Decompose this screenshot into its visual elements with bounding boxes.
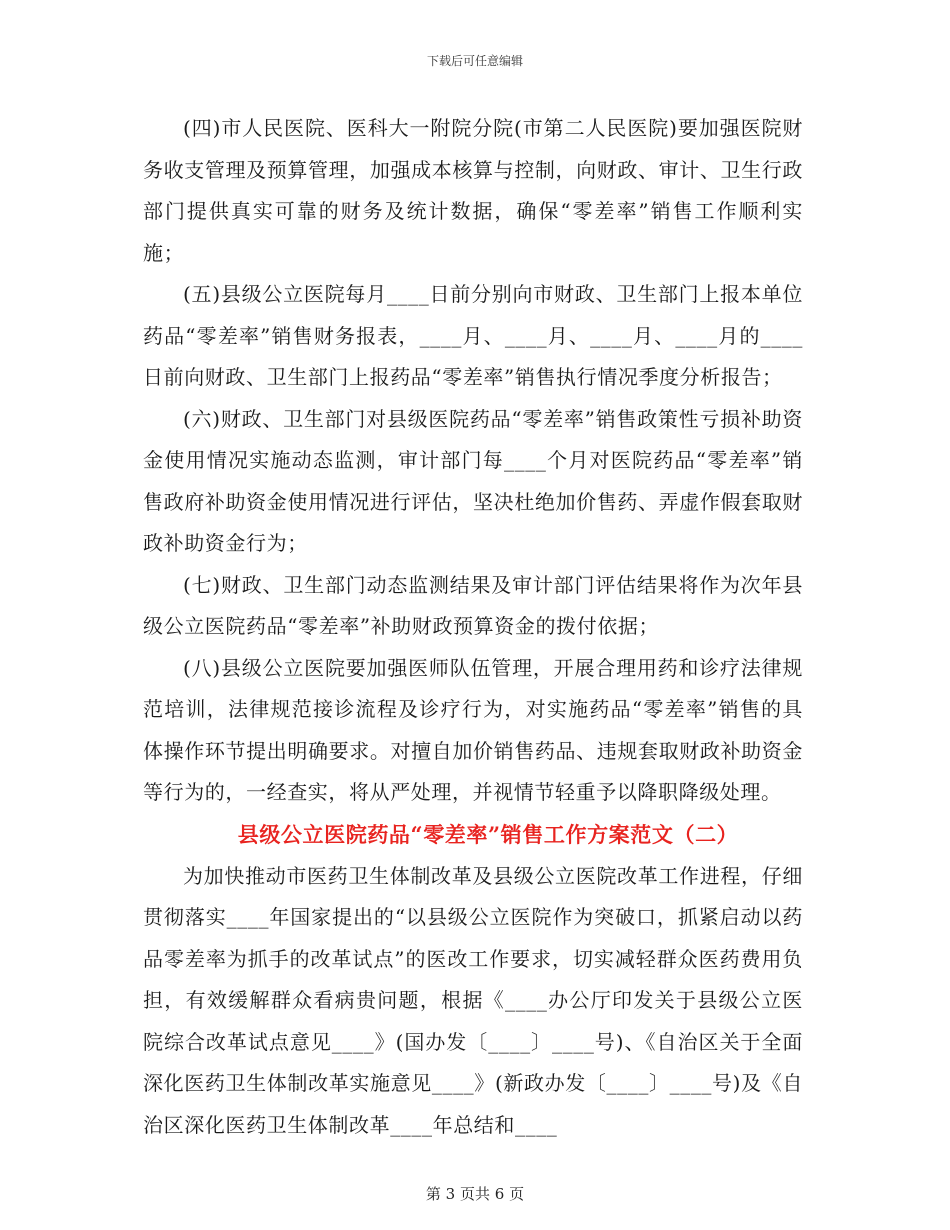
page-number: 第 3 页共 6 页	[425, 1185, 525, 1203]
document-body	[143, 108, 803, 1146]
paragraph-item-6: (六)财政、卫生部门对县级医院药品“零差率”销售政策性亏损补助资金使用情况实施动态监测，审计部门每____个月对医院药品“零差率”销售政府补助资金使用情况进行评估，坚决杜绝加价售药、弄虚作假套取财政补助资金行为；	[143, 406, 803, 555]
section-heading: 县级公立医院药品“零差率”销售工作方案范文（二）	[237, 821, 739, 847]
page-header: 下载后可任意编辑	[426, 54, 523, 68]
paragraph-item-8: (八)县级公立医院要加强医师队伍管理，开展合理用药和诊疗法律规范培训，法律规范接诊流程及诊疗行为，对实施药品“零差率”销售的具体操作环节提出明确要求。对擅自加价销售药品、违规套取财政补助资金等行为的，一经查实，将从严处理，并视情节轻重予以降职降级处理。	[143, 655, 803, 804]
paragraph-item-4: (四)市人民医院、医科大一附院分院(市第二人民医院)要加强医院财务收支管理及预算管理，加强成本核算与控制，向财政、审计、卫生行政部门提供真实可靠的财务及统计数据，确保“零差率”销售工作顺利实施；	[143, 116, 803, 265]
paragraph-item-5: (五)县级公立医院每月____日前分别向市财政、卫生部门上报本单位药品“零差率”销售财务报表，____月、____月、____月、____月的____日前向财政、卫生部门上报药品“零差率”销售执行情况季度分析报告；	[143, 282, 803, 389]
paragraph-item-7: (七)财政、卫生部门动态监测结果及审计部门评估结果将作为次年县级公立医院药品“零差率”补助财政预算资金的拨付依据；	[143, 572, 803, 638]
paragraph-intro: 为加快推动市医药卫生体制改革及县级公立医院改革工作进程，仔细贯彻落实____年国家提出的“以县级公立医院作为突破口，抓紧启动以药品零差率为抓手的改革试点”的医改工作要求，切实减轻群众医药费用负担，有效缓解群众看病贵问题，根据《____办公厅印发关于县级公立医院综合改革试点意见____》(国办发〔____〕____号)、《自治区关于全面深化医药卫生体制改革实施意见____》(新政办发〔____〕____号)及《自治区深化医药卫生体制改革____年总结和____	[143, 863, 803, 1137]
